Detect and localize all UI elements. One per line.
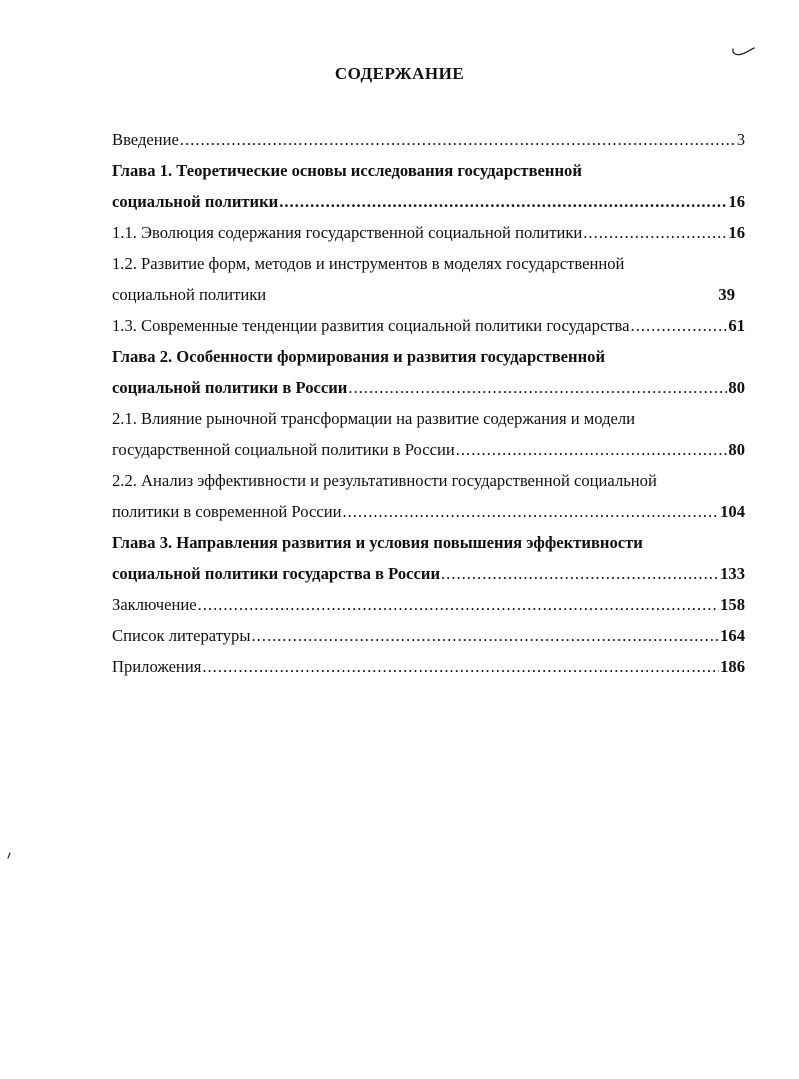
toc-entry-text: Глава 1. Теоретические основы исследования государственной [112, 161, 582, 180]
dot-leader [279, 186, 727, 217]
toc-page-number: 80 [728, 378, 745, 397]
toc-entry-text: политики в современной России [112, 502, 342, 521]
toc-entry-text: социальной политики [112, 192, 279, 211]
dot-leader [456, 434, 728, 465]
toc-entry-section-2-2-cont [112, 496, 745, 527]
toc-entry-chapter-3-cont [112, 558, 745, 589]
toc-page-number: 3 [736, 130, 745, 149]
toc-entry-section-2-1-cont [112, 434, 745, 465]
dot-leader [583, 217, 727, 248]
stray-mark-icon [6, 852, 12, 860]
toc-page-number: 61 [728, 316, 745, 335]
dot-leader [252, 620, 720, 651]
toc-page-number: 16 [728, 223, 745, 242]
dot-leader [441, 558, 719, 589]
toc-entry-appendices [112, 651, 745, 682]
toc-entry-introduction [112, 124, 745, 155]
toc-entry-text: 1.2. Развитие форм, методов и инструментов в моделях государственной [112, 254, 625, 273]
toc-page-number: 158 [720, 595, 745, 614]
toc-entry-text: Заключение [112, 595, 197, 614]
toc-page-number: 164 [720, 626, 745, 645]
toc-entry-section-2-1 [112, 403, 745, 434]
toc-page-number: 104 [720, 502, 745, 521]
toc-entry-text: социальной политики государства в России [112, 564, 441, 583]
toc-entry-text: 1.1. Эволюция содержания государственной социальной политики [112, 223, 583, 242]
toc-page-number: 39 [718, 285, 735, 304]
toc-entry-text: Приложения [112, 657, 202, 676]
toc-entry-text: 2.2. Анализ эффективности и результативности государственной социальной [112, 471, 657, 490]
toc-entry-chapter-1 [112, 155, 745, 186]
toc-entry-text: Глава 2. Особенности формирования и развития государственной [112, 347, 606, 366]
dot-leader [198, 589, 719, 620]
dot-leader [202, 651, 719, 682]
pen-mark-icon [730, 44, 756, 58]
toc-entry-section-1-1 [112, 217, 745, 248]
toc-entry-text: 1.3. Современные тенденции развития социальной политики государства [112, 316, 630, 335]
toc-entry-section-1-3 [112, 310, 745, 341]
dot-leader [342, 496, 719, 527]
toc-entry-text: Введение [112, 130, 179, 149]
toc-entry-text: Глава 3. Направления развития и условия повышения эффективности [112, 533, 643, 552]
toc-entry-text: Список литературы [112, 626, 251, 645]
dot-leader [348, 372, 727, 403]
toc-page-number: 16 [728, 192, 745, 211]
toc-page-number: 133 [720, 564, 745, 583]
table-of-contents [112, 124, 745, 682]
toc-entry-text: социальной политики в России [112, 378, 348, 397]
toc-entry-chapter-2 [112, 341, 745, 372]
toc-entry-text: 2.1. Влияние рыночной трансформации на развитие содержания и модели [112, 409, 636, 428]
toc-entry-conclusion [112, 589, 745, 620]
toc-entry-section-1-2 [112, 248, 745, 279]
toc-entry-chapter-1-cont [112, 186, 745, 217]
toc-entry-text: социальной политики [112, 285, 267, 304]
toc-entry-bibliography [112, 620, 745, 651]
page-title: СОДЕРЖАНИЕ [334, 64, 465, 83]
toc-entry-chapter-3 [112, 527, 745, 558]
toc-page-number: 80 [728, 440, 745, 459]
dot-leader [631, 310, 728, 341]
toc-entry-text: государственной социальной политики в России [112, 440, 455, 459]
dot-leader [180, 124, 736, 155]
toc-entry-section-1-2-cont [112, 279, 745, 310]
toc-entry-chapter-2-cont [112, 372, 745, 403]
toc-page-number: 186 [720, 657, 745, 676]
toc-entry-section-2-2 [112, 465, 745, 496]
